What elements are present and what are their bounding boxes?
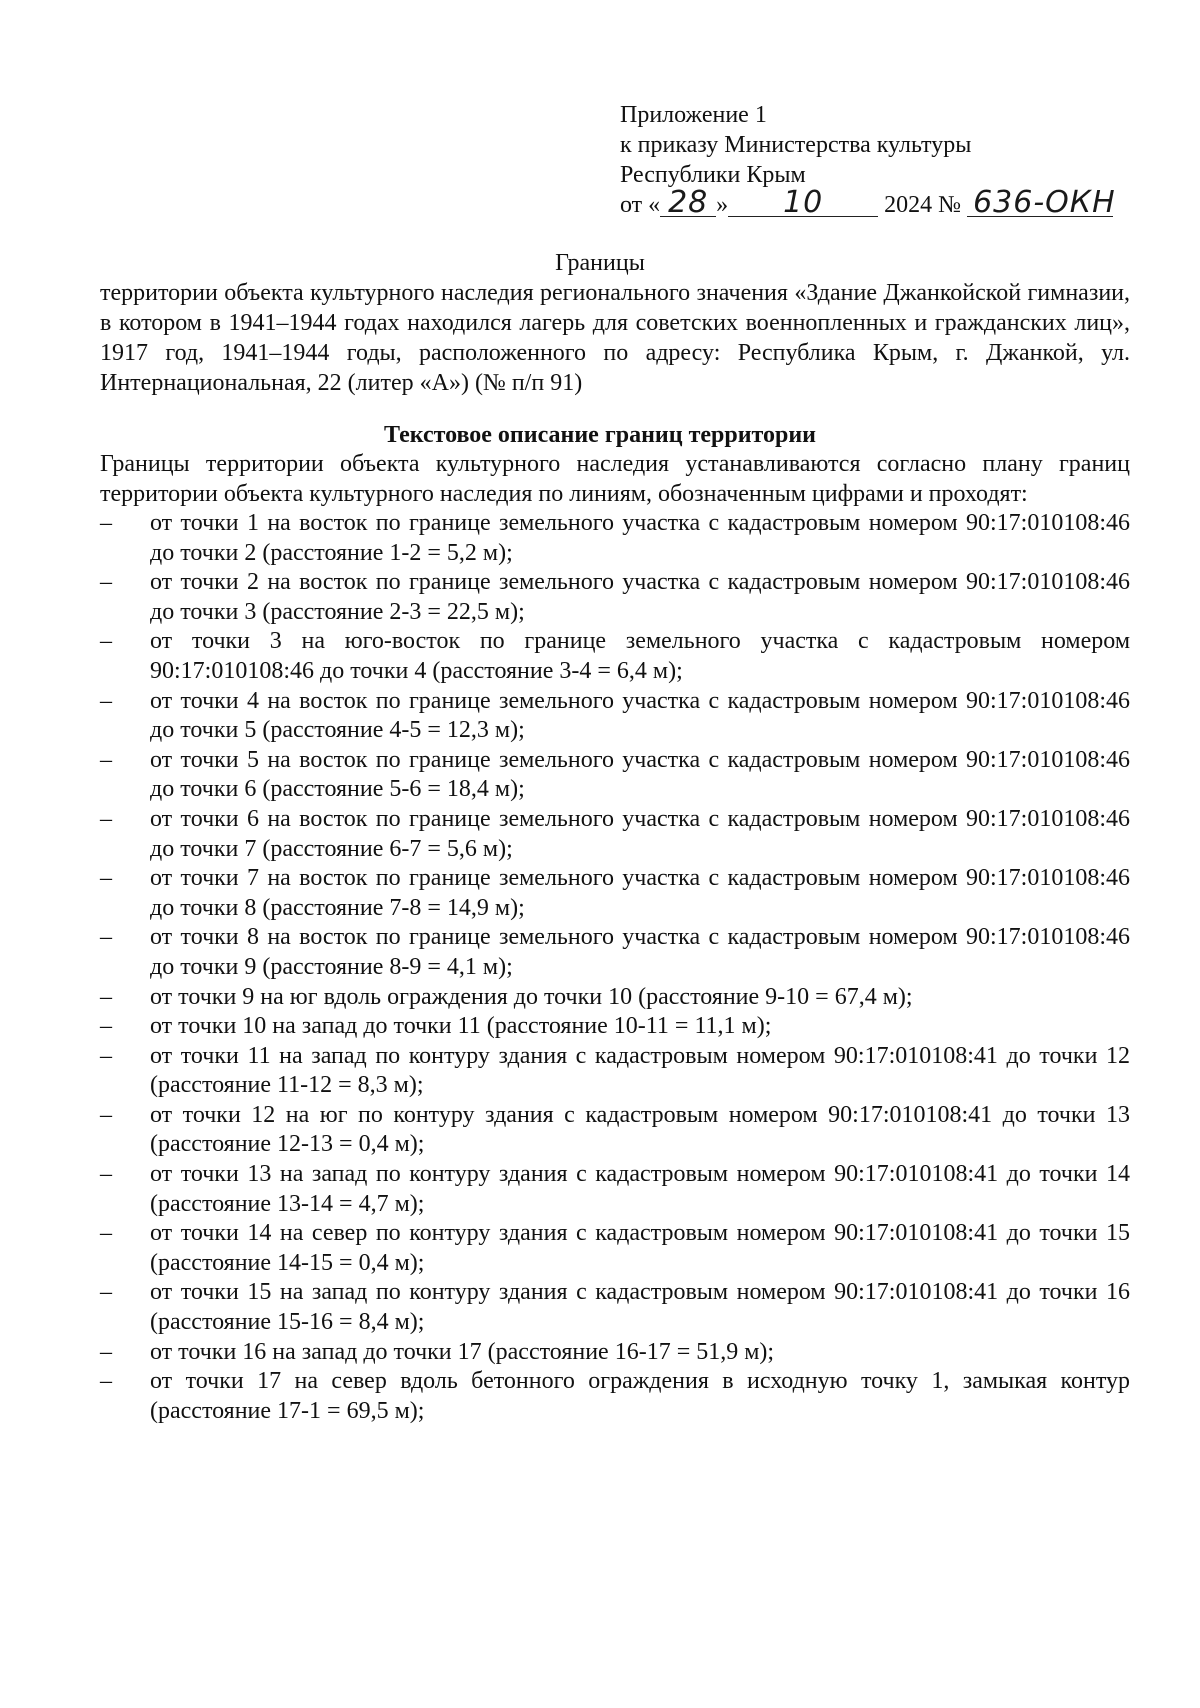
list-dash: – bbox=[100, 924, 112, 951]
boundary-list-item bbox=[100, 1012, 1130, 1042]
list-item-text: от точки 4 на восток по границе земельного участка с кадастровым номером 90:17:010108:46 до точки 5 (расстояние 4-5 = 12,3 м); bbox=[150, 687, 1130, 744]
boundary-list-item bbox=[100, 1101, 1130, 1160]
list-item-text: от точки 6 на восток по границе земельного участка с кадастровым номером 90:17:010108:46 до точки 7 (расстояние 6-7 = 5,6 м); bbox=[150, 805, 1130, 862]
list-dash: – bbox=[100, 805, 112, 832]
boundary-list-item bbox=[100, 983, 1130, 1013]
document-subtitle: территории объекта культурного наследия регионального значения «Здание Джанкойской гимназии, в котором в 1941–1944 годах находился лагерь для советских военнопленных и гражданских лиц», 1917 год, 1941–1944 годы, расположенного по адресу: Республика Крым, г. Джанкой, ул. Интернациональная, 22 (литер «А») (№ п/п 91) bbox=[100, 280, 1130, 396]
intro-paragraph: Границы территории объекта культурного наследия устанавливаются согласно плану границ территории объекта культурного наследия по линиям, обозначенным цифрами и проходят: bbox=[100, 451, 1130, 507]
boundary-list-item bbox=[100, 509, 1130, 568]
list-dash: – bbox=[100, 510, 112, 536]
list-dash: – bbox=[100, 569, 112, 596]
list-item-text: от точки 12 на юг по контуру здания с кадастровым номером 90:17:010108:41 до точки 13 (расстояние 12-13 = 0,4 м); bbox=[150, 1101, 1130, 1158]
document-title: Границы bbox=[555, 250, 645, 276]
boundary-list-item bbox=[100, 1219, 1130, 1278]
list-item-text: от точки 15 на запад по контуру здания с кадастровым номером 90:17:010108:41 до точки 16 (расстояние 15-16 = 8,4 м); bbox=[150, 1279, 1130, 1336]
list-item-text: от точки 13 на запад по контуру здания с кадастровым номером 90:17:010108:41 до точки 14 (расстояние 13-14 = 4,7 м); bbox=[150, 1161, 1130, 1217]
boundary-list-item bbox=[100, 1367, 1130, 1426]
list-item-text: от точки 17 на север вдоль бетонного ограждения в исходную точку 1, замыкая контур (расстояние 17-1 = 69,5 м); bbox=[150, 1368, 1130, 1424]
boundary-list-item bbox=[100, 746, 1130, 805]
list-dash: – bbox=[100, 1368, 112, 1395]
list-dash: – bbox=[100, 1338, 112, 1365]
list-item-text: от точки 14 на север по контуру здания с кадастровым номером 90:17:010108:41 до точки 15 (расстояние 14-15 = 0,4 м); bbox=[150, 1220, 1130, 1276]
appendix-number: Приложение 1 bbox=[620, 102, 767, 128]
list-dash: – bbox=[100, 983, 112, 1010]
list-item-text: от точки 7 на восток по границе земельного участка с кадастровым номером 90:17:010108:46 до точки 8 (расстояние 7-8 = 14,9 м); bbox=[150, 865, 1130, 921]
section-title: Текстовое описание границ территории bbox=[383, 422, 817, 448]
list-item-text: от точки 3 на юго-восток по границе земельного участка с кадастровым номером 90:17:010108:46 до точки 4 (расстояние 3-4 = 6,4 м); bbox=[150, 628, 1130, 684]
list-dash: – bbox=[100, 1220, 112, 1247]
list-item-text: от точки 1 на восток по границе земельного участка с кадастровым номером 90:17:010108:46 до точки 2 (расстояние 1-2 = 5,2 м); bbox=[150, 510, 1130, 566]
list-dash: – bbox=[100, 746, 112, 773]
list-dash: – bbox=[100, 1279, 112, 1306]
boundary-list-item bbox=[100, 1338, 1130, 1368]
list-dash: – bbox=[100, 1013, 112, 1040]
list-dash: – bbox=[100, 865, 112, 892]
boundary-list-item bbox=[100, 627, 1130, 686]
appendix-header bbox=[620, 100, 1116, 220]
boundary-list bbox=[100, 509, 1130, 1426]
boundary-list-item bbox=[100, 923, 1130, 982]
boundary-list-item bbox=[100, 1278, 1130, 1337]
list-dash: – bbox=[100, 1042, 112, 1069]
list-item-text: от точки 8 на восток по границе земельного участка с кадастровым номером 90:17:010108:46 до точки 9 (расстояние 8-9 = 4,1 м); bbox=[150, 924, 1130, 980]
boundary-list-item bbox=[100, 687, 1130, 746]
boundary-list-item bbox=[100, 1160, 1130, 1219]
list-item-text: от точки 10 на запад до точки 11 (расстояние 10-11 = 11,1 м); bbox=[150, 1013, 772, 1040]
list-dash: – bbox=[100, 1101, 112, 1128]
list-item-text: от точки 5 на восток по границе земельного участка с кадастровым номером 90:17:010108:46 до точки 6 (расстояние 5-6 = 18,4 м); bbox=[150, 746, 1130, 803]
handwritten-day: 28 bbox=[660, 190, 716, 217]
date-prefix: от « bbox=[620, 192, 661, 218]
list-item-text: от точки 2 на восток по границе земельного участка с кадастровым номером 90:17:010108:46 до точки 3 (расстояние 2-3 = 22,5 м); bbox=[150, 569, 1130, 625]
list-item-text: от точки 16 на запад до точки 17 (расстояние 16-17 = 51,9 м); bbox=[150, 1338, 775, 1365]
list-item-text: от точки 9 на юг вдоль ограждения до точки 10 (расстояние 9-10 = 67,4 м); bbox=[150, 983, 913, 1010]
boundary-list-item bbox=[100, 805, 1130, 864]
order-date-line bbox=[620, 185, 1116, 220]
date-mid: » bbox=[716, 192, 729, 218]
year-and-number-label: 2024 № bbox=[884, 192, 962, 218]
appendix-republic: Республики Крым bbox=[620, 162, 806, 188]
list-dash: – bbox=[100, 687, 112, 714]
handwritten-month: 10 bbox=[728, 190, 878, 217]
list-dash: – bbox=[100, 1161, 112, 1188]
boundary-list-item bbox=[100, 568, 1130, 627]
list-item-text: от точки 11 на запад по контуру здания с кадастровым номером 90:17:010108:41 до точки 12 (расстояние 11-12 = 8,3 м); bbox=[150, 1042, 1130, 1099]
boundary-list-item bbox=[100, 1042, 1130, 1101]
handwritten-order-number: 636-ОКН bbox=[967, 190, 1113, 217]
appendix-order-ref: к приказу Министерства культуры bbox=[620, 132, 972, 158]
boundary-list-item bbox=[100, 864, 1130, 923]
list-dash: – bbox=[100, 628, 112, 655]
